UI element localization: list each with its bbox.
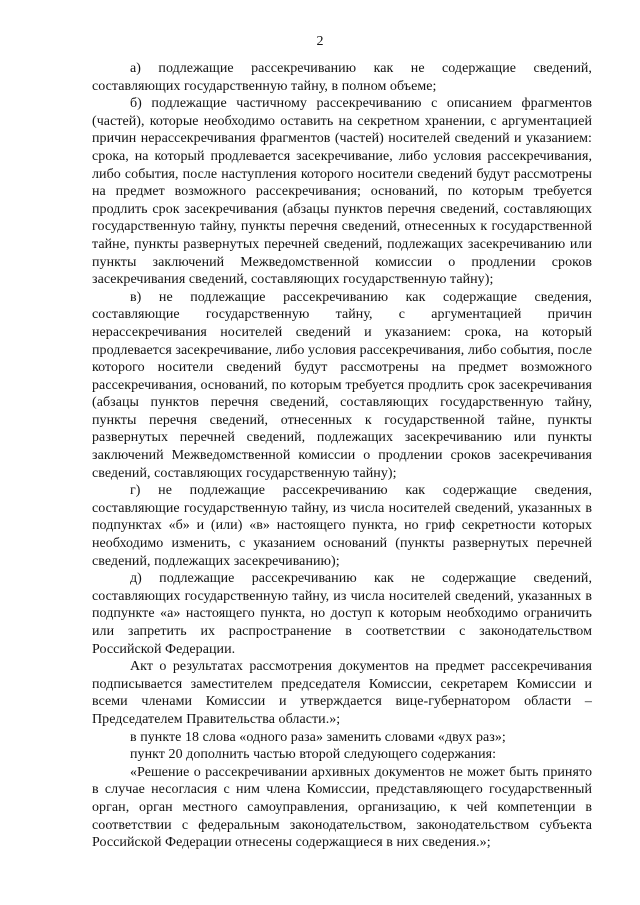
- paragraph-subitem-a: а) подлежащие рассекречиванию как не содержащие сведений, составляющих государственную тайну, в полном объеме;: [92, 61, 592, 94]
- page-number: 2: [316, 34, 324, 49]
- paragraph-item-20: пункт 20 дополнить частью второй следующего содержания:: [130, 747, 497, 763]
- paragraph-subitem-b: б) подлежащие частичному рассекречиванию с описанием фрагментов (частей), которые необходимо оставить на секретном хранении, с аргументацией причин нерассекречивания фрагментов (частей) носителей сведений и указанием: срока, на который продлевается засекречивание, либо условия рассекречивания, либо события, после наступления которого носители сведений будут рассмотрены на предмет возможного рассекречивания; оснований, по которым требуется продлить срок засекречивания (абзацы пунктов перечня сведений, составляющих государственную тайну, пункты перечня сведений, отнесенных к государственной тайне, пункты развернутых перечней сведений, подлежащих засекречиванию или пункты заключений Межведомственной комиссии о продлении сроков засекречивания сведений, составляющих государственную тайну);: [92, 96, 592, 288]
- paragraph-subitem-v: в) не подлежащие рассекречиванию как содержащие сведения, составляющие государственную тайну, с аргументацией причин нерассекречивания носителей сведений и указанием: срока, на который продлевается засекречивание, либо условия рассекречивания, либо события, после которого носители сведений будут рассмотрены на предмет возможного рассекречивания, оснований, по которым требуется продлить срок засекречивания (абзацы пунктов перечня сведений, составляющих государственную тайну, пункты перечня сведений, отнесенных к государственной тайне, пункты развернутых перечней сведений, подлежащих засекречиванию или пункты заключений Межведомственной комиссии о продлении сроков засекречивания сведений, составляющих государственную тайну);: [92, 289, 592, 481]
- paragraph-decision: «Решение о рассекречивании архивных документов не может быть принято в случае несогласия с ним члена Комиссии, представляющего государственный орган, орган местного самоуправления, организацию, к чей компетенции в соответствии с федеральным законодательством, законодательством субъекта Российской Федерации отнесены содержащиеся в них сведения.»;: [92, 764, 592, 851]
- paragraph-act: Акт о результатах рассмотрения документов на предмет рассекречивания подписывается заместителем председателя Комиссии, секретарем Комиссии и всеми членами Комиссии и утверждается вице-губернатором области – Председателем Правительства области.»;: [92, 659, 592, 727]
- paragraph-subitem-d: д) подлежащие рассекречиванию как не содержащие сведений, составляющих государственную тайну, из числа носителей сведений, указанных в подпункте «а» настоящего пункта, но доступ к которым необходимо ограничить или запретить их распространение в соответствии с законодательством Российской Федерации.: [92, 571, 592, 657]
- document-body: [92, 60, 592, 852]
- paragraph-item-18: в пункте 18 слова «одного раза» заменить словами «двух раз»;: [130, 729, 506, 745]
- paragraph-subitem-g: г) не подлежащие рассекречиванию как содержащие сведения, составляющие государственную тайну, из числа носителей сведений, указанных в подпунктах «б» и (или) «в» настоящего пункта, но гриф секретности которых необходимо изменить, с указанием оснований (пункты развернутых перечней сведений, подлежащих засекречиванию);: [92, 483, 592, 569]
